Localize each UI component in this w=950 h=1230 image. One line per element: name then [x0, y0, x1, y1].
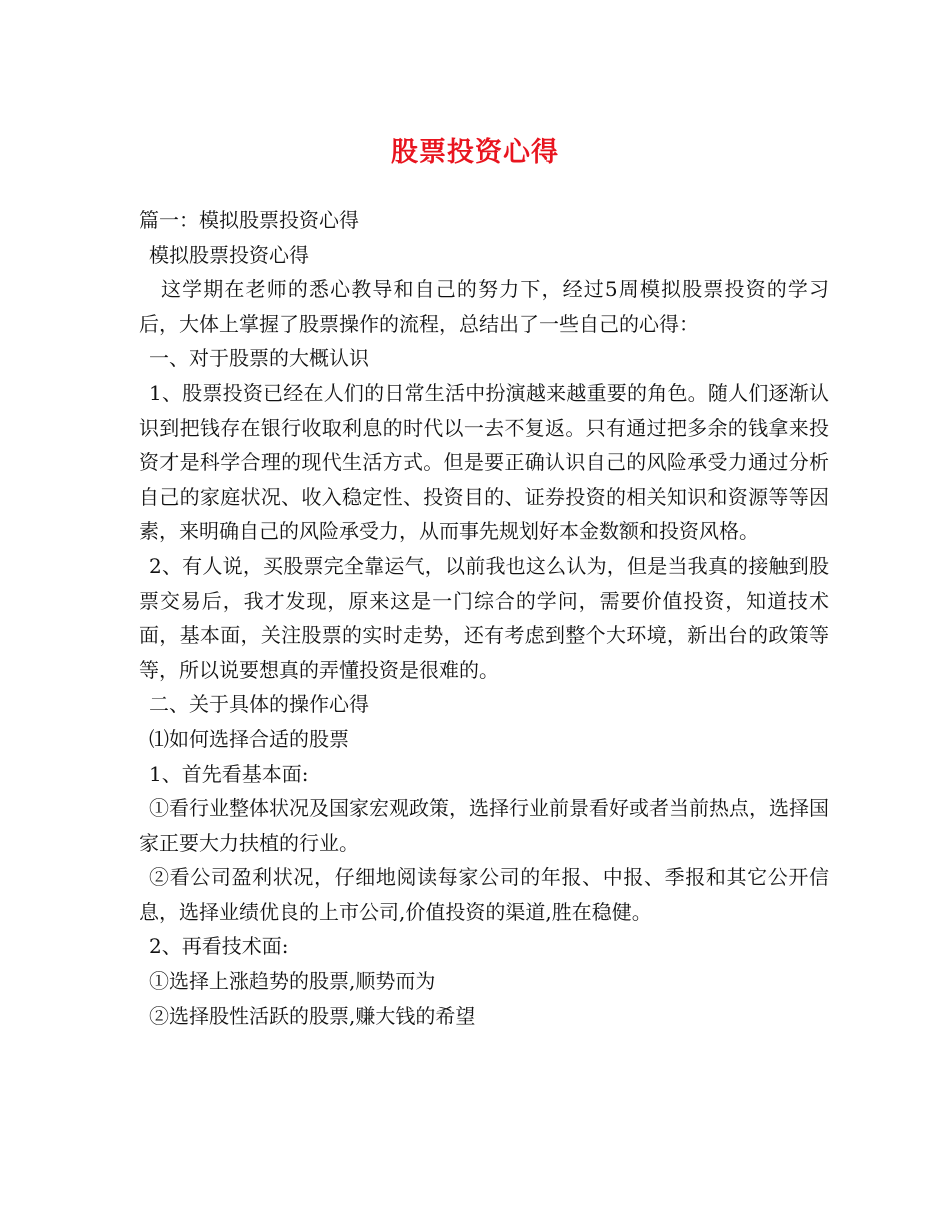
document-title: 股票投资心得: [391, 137, 559, 168]
list-item: ①选择上涨趋势的股票,顺势而为: [149, 969, 436, 994]
section-heading: 一、对于股票的大概认识: [149, 346, 369, 371]
section-heading: 二、关于具体的操作心得: [149, 692, 369, 717]
paragraph: 1、股票投资已经在人们的日常生活中扮演越来越重要的角色。随人们逐渐认识到把钱存在银行收取利息的时代以一去不复返。只有通过把多余的钱拿来投资才是科学合理的现代生活方式。但是要正确认识自己的风险承受力通过分析自己的家庭状况、收入稳定性、投资目的、证券投资的相关知识和资源等等因素，来明确自己的风险承受力，从而事先规划好本金数额和投资风格。: [139, 380, 829, 544]
section-heading: 篇一：模拟股票投资心得: [139, 208, 359, 232]
list-item: ①看行业整体状况及国家宏观政策，选择行业前景看好或者当前热点，选择国家正要大力扶植的行业。: [139, 796, 829, 855]
list-item: ②看公司盈利状况，仔细地阅读每家公司的年报、中报、季报和其它公开信息，选择业绩优良的上市公司,价值投资的渠道,胜在稳健。: [139, 865, 829, 924]
list-item: ②选择股性活跃的股票,赚大钱的希望: [149, 1003, 476, 1028]
document-body: [139, 203, 829, 1033]
list-heading: 1、首先看基本面:: [149, 761, 309, 786]
article-subtitle: 模拟股票投资心得: [149, 242, 309, 267]
paragraph: 这学期在老师的悉心教导和自己的努力下，经过5周模拟股票投资的学习后，大体上掌握了股票操作的流程，总结出了一些自己的心得：: [139, 277, 829, 336]
list-heading: 2、再看技术面:: [149, 934, 289, 959]
subsection-heading: ⑴如何选择合适的股票: [149, 726, 349, 751]
paragraph: 2、有人说，买股票完全靠运气，以前我也这么认为，但是当我真的接触到股票交易后，我才发现，原来这是一门综合的学问，需要价值投资，知道技术面，基本面，关注股票的实时走势，还有考虑到整个大环境，新出台的政策等等，所以说要想真的弄懂投资是很难的。: [139, 553, 829, 682]
